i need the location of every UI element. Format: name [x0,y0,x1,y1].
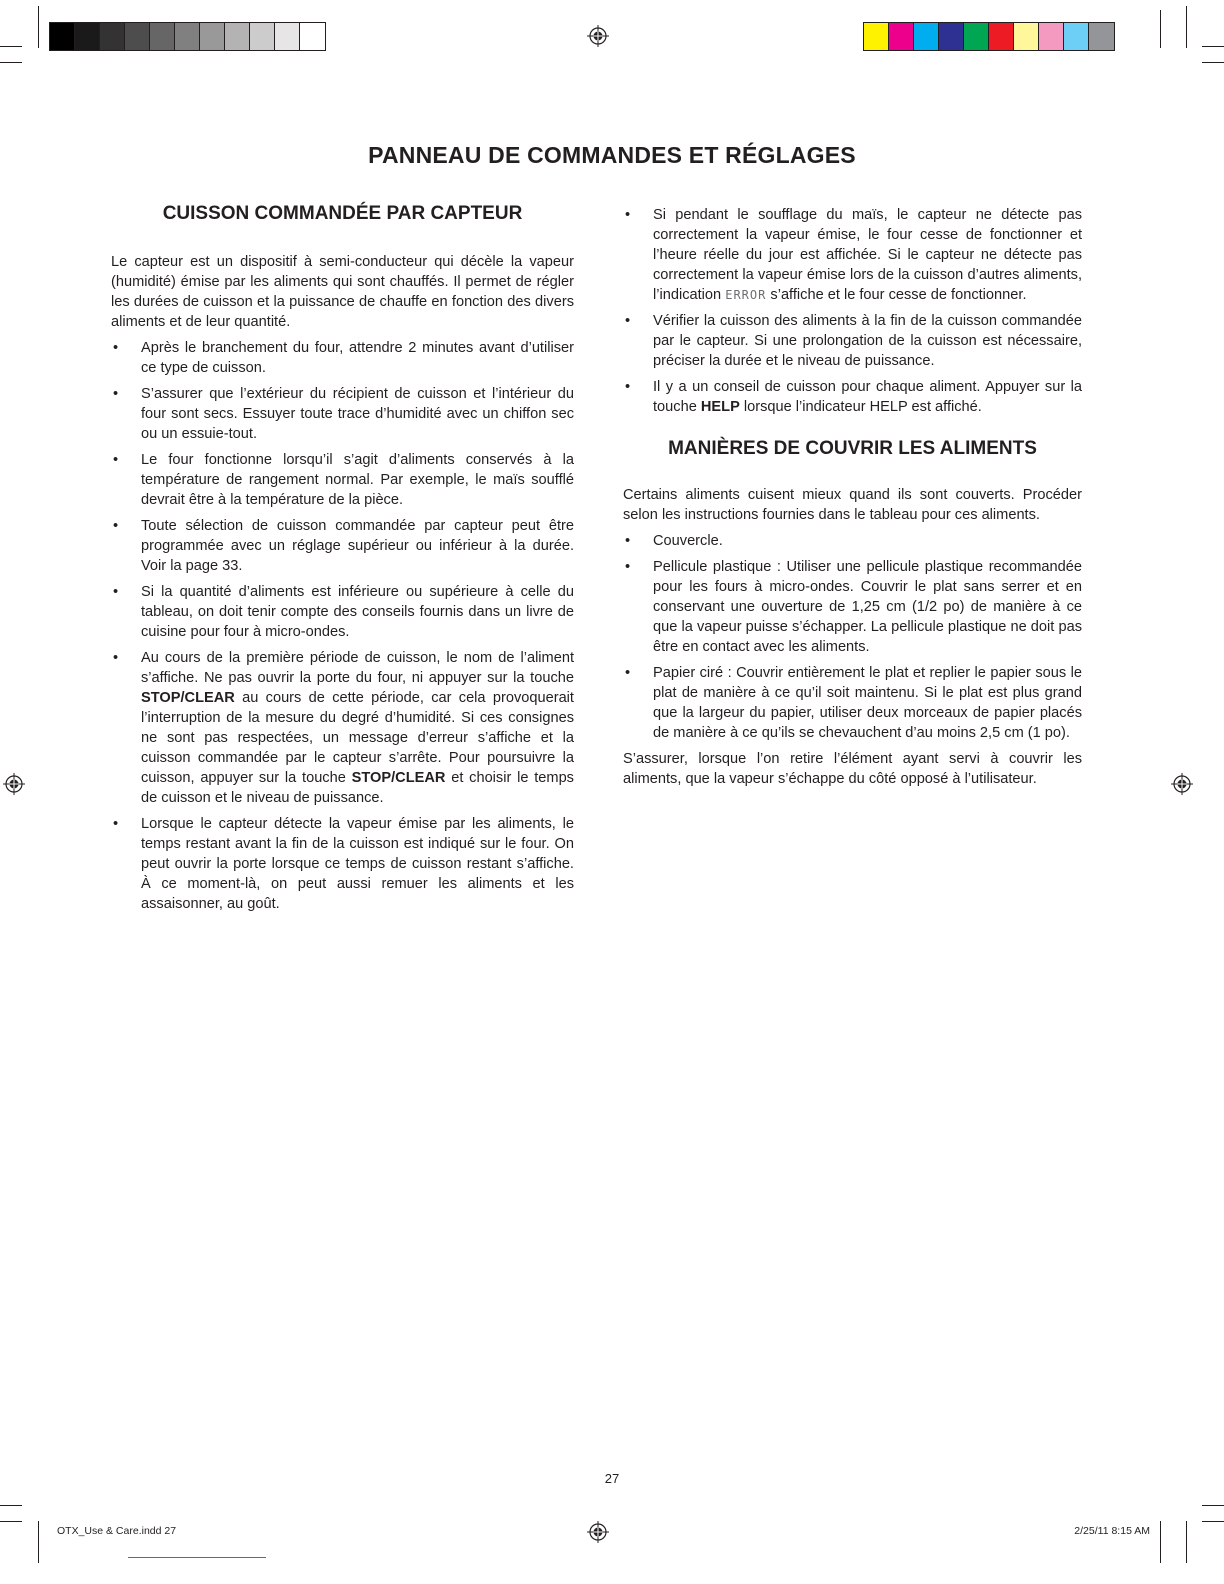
error-display-text: ERROR [725,288,767,302]
list-item: • Après le branchement du four, attendre 2 minutes avant d’utiliser ce type de cuisson. [111,338,574,378]
text-run: Il y a un conseil de cuisson pour chaque aliment. Appuyer sur la touche [653,379,1082,415]
crop-mark [38,6,39,48]
list-item: • Couvercle. [623,531,1082,551]
registration-mark-icon [587,25,609,47]
crop-mark [0,1505,22,1506]
crop-mark [0,46,22,47]
color-swatch [1089,23,1114,50]
color-swatch [1039,23,1064,50]
color-swatch [1064,23,1089,50]
crop-mark [38,1521,39,1563]
bullet-list [623,531,1082,743]
bullet-list [623,205,1082,417]
crop-mark [1160,1521,1161,1563]
section-heading-sensor-cooking: CUISSON COMMANDÉE PAR CAPTEUR [162,203,523,224]
list-item [111,648,574,808]
paragraph: Certains aliments cuisent mieux quand ils sont couverts. Procéder selon les instructions fournies dans le tableau pour ces aliments. [623,487,1082,523]
key-name-stop-clear: STOP/CLEAR [141,690,235,706]
bullet-list [111,338,574,914]
left-column [111,204,574,920]
right-column [623,205,1082,795]
color-swatch [250,23,275,50]
list-item: • Vérifier la cuisson des aliments à la fin de la cuisson commandée par le capteur. Si une prolongation de la cuisson est nécessaire, préciser la durée et le niveau de puissance. [623,311,1082,371]
color-bar [863,22,1115,51]
color-swatch [914,23,939,50]
color-swatch [889,23,914,50]
color-swatch [50,23,75,50]
crop-mark [0,1521,22,1522]
color-swatch [200,23,225,50]
list-item: • Papier ciré : Couvrir entièrement le plat et replier le papier sous le plat de manière à ce qu’il soit maintenu. Si le plat est plus grand que la largeur du papier, utiliser deux morceaux de papier placés de manière à ce qu’ils se chevauchent d’au moins 2,5 cm (1 po). [623,663,1082,743]
color-swatch [300,23,325,50]
text-run: Au cours de la première période de cuisson, le nom de l’aliment s’affiche. Ne pas ouvrir la porte du four, ni appuyer sur la touche [141,650,574,686]
color-swatch [939,23,964,50]
color-swatch [75,23,100,50]
color-swatch [175,23,200,50]
paragraph: Le capteur est un dispositif à semi-conducteur qui décèle la vapeur (humidité) émise par les aliments qui sont chauffés. Il permet de régler les durées de cuisson et la puissance de chauffe en fonction des divers aliments et de leur quantité. [111,254,574,330]
color-swatch [125,23,150,50]
key-name-help: HELP [700,399,740,415]
crop-mark [1186,1521,1187,1563]
list-item [623,377,1082,417]
section-heading-covering-foods: MANIÈRES DE COUVRIR LES ALIMENTS [668,438,1037,459]
page-title: PANNEAU DE COMMANDES ET RÉGLAGES [368,142,856,168]
text-run: s’affiche et le four cesse de fonctionner. [770,287,1027,303]
grayscale-bar [49,22,326,51]
crop-mark [0,62,22,63]
color-swatch [989,23,1014,50]
color-swatch [864,23,889,50]
key-name-stop-clear: STOP/CLEAR [351,770,446,786]
text-run: lorsque l’indicateur HELP est affiché. [743,399,982,415]
list-item: • Pellicule plastique : Utiliser une pellicule plastique recommandée pour les fours à micro-ondes. Couvrir le plat sans serrer et en conservant une ouverture de 1,25 cm (1/2 po) de manière à ce que la vapeur puisse s’échapper. La pellicule plastique ne doit pas être en contact avec les aliments. [623,557,1082,657]
slug-filename: OTX_Use & Care.indd 27 [57,1525,177,1537]
registration-mark-icon [1171,773,1193,795]
page-number: 27 [604,1471,620,1486]
paragraph: S’assurer, lorsque l’on retire l’élément ayant servi à couvrir les aliments, que la vapeur s’échappe du côté opposé à l’utilisateur. [623,751,1082,787]
registration-mark-icon [587,1521,609,1543]
list-item: • Le four fonctionne lorsqu’il s’agit d’aliments conservés à la température de rangement normal. Par exemple, le maïs soufflé devrait être à la température de la pièce. [111,450,574,510]
crop-mark [1202,1505,1224,1506]
color-swatch [964,23,989,50]
color-swatch [275,23,300,50]
list-item: • S’assurer que l’extérieur du récipient de cuisson et l’intérieur du four sont secs. Essuyer toute trace d’humidité avec un chiffon sec ou un essuie-tout. [111,384,574,444]
list-item: • Toute sélection de cuisson commandée par capteur peut être programmée avec un réglage supérieur ou inférieur à la durée. Voir la page 33. [111,516,574,576]
color-swatch [150,23,175,50]
list-item: • Lorsque le capteur détecte la vapeur émise par les aliments, le temps restant avant la fin de la cuisson est indiqué sur le four. On peut ouvrir la porte lorsque ce temps de cuisson restant s’affiche. À ce moment-là, on peut aussi remuer les aliments et les assaisonner, au goût. [111,814,574,914]
list-item [623,205,1082,305]
color-swatch [1014,23,1039,50]
crop-mark [1202,62,1224,63]
color-swatch [225,23,250,50]
text-run: au cours de cette période, car cela provoquerait l’interruption de la mesure du degré d’humidité. Si ces consignes ne sont pas respectées, un message d’erreur s’affiche et la cuisson commandée par le capteur s’arrête. Pour poursuivre la cuisson, appuyer sur la touche [141,690,574,786]
list-item: • Si la quantité d’aliments est inférieure ou supérieure à celle du tableau, on doit tenir compte des conseils fournis dans un livre de cuisine pour four à micro-ondes. [111,582,574,642]
color-swatch [100,23,125,50]
text-run: et choisir le temps de cuisson et le niveau de puissance. [141,770,574,806]
text-run: Si pendant le soufflage du maïs, le capteur ne détecte pas correctement la vapeur émise, le four cesse de fonctionner et l’heure réelle du jour est affichée. Si le capteur ne détecte pas correctement la vapeur émise lors de la cuisson d’autres aliments, l’indication [653,207,1082,303]
crop-mark [1202,1521,1224,1522]
crop-mark [1160,10,1161,48]
crop-mark [1202,46,1224,47]
crop-mark [1186,6,1187,48]
registration-mark-icon [3,773,25,795]
slug-timestamp: 2/25/11 8:15 AM [1074,1525,1150,1537]
divider [128,1557,266,1558]
